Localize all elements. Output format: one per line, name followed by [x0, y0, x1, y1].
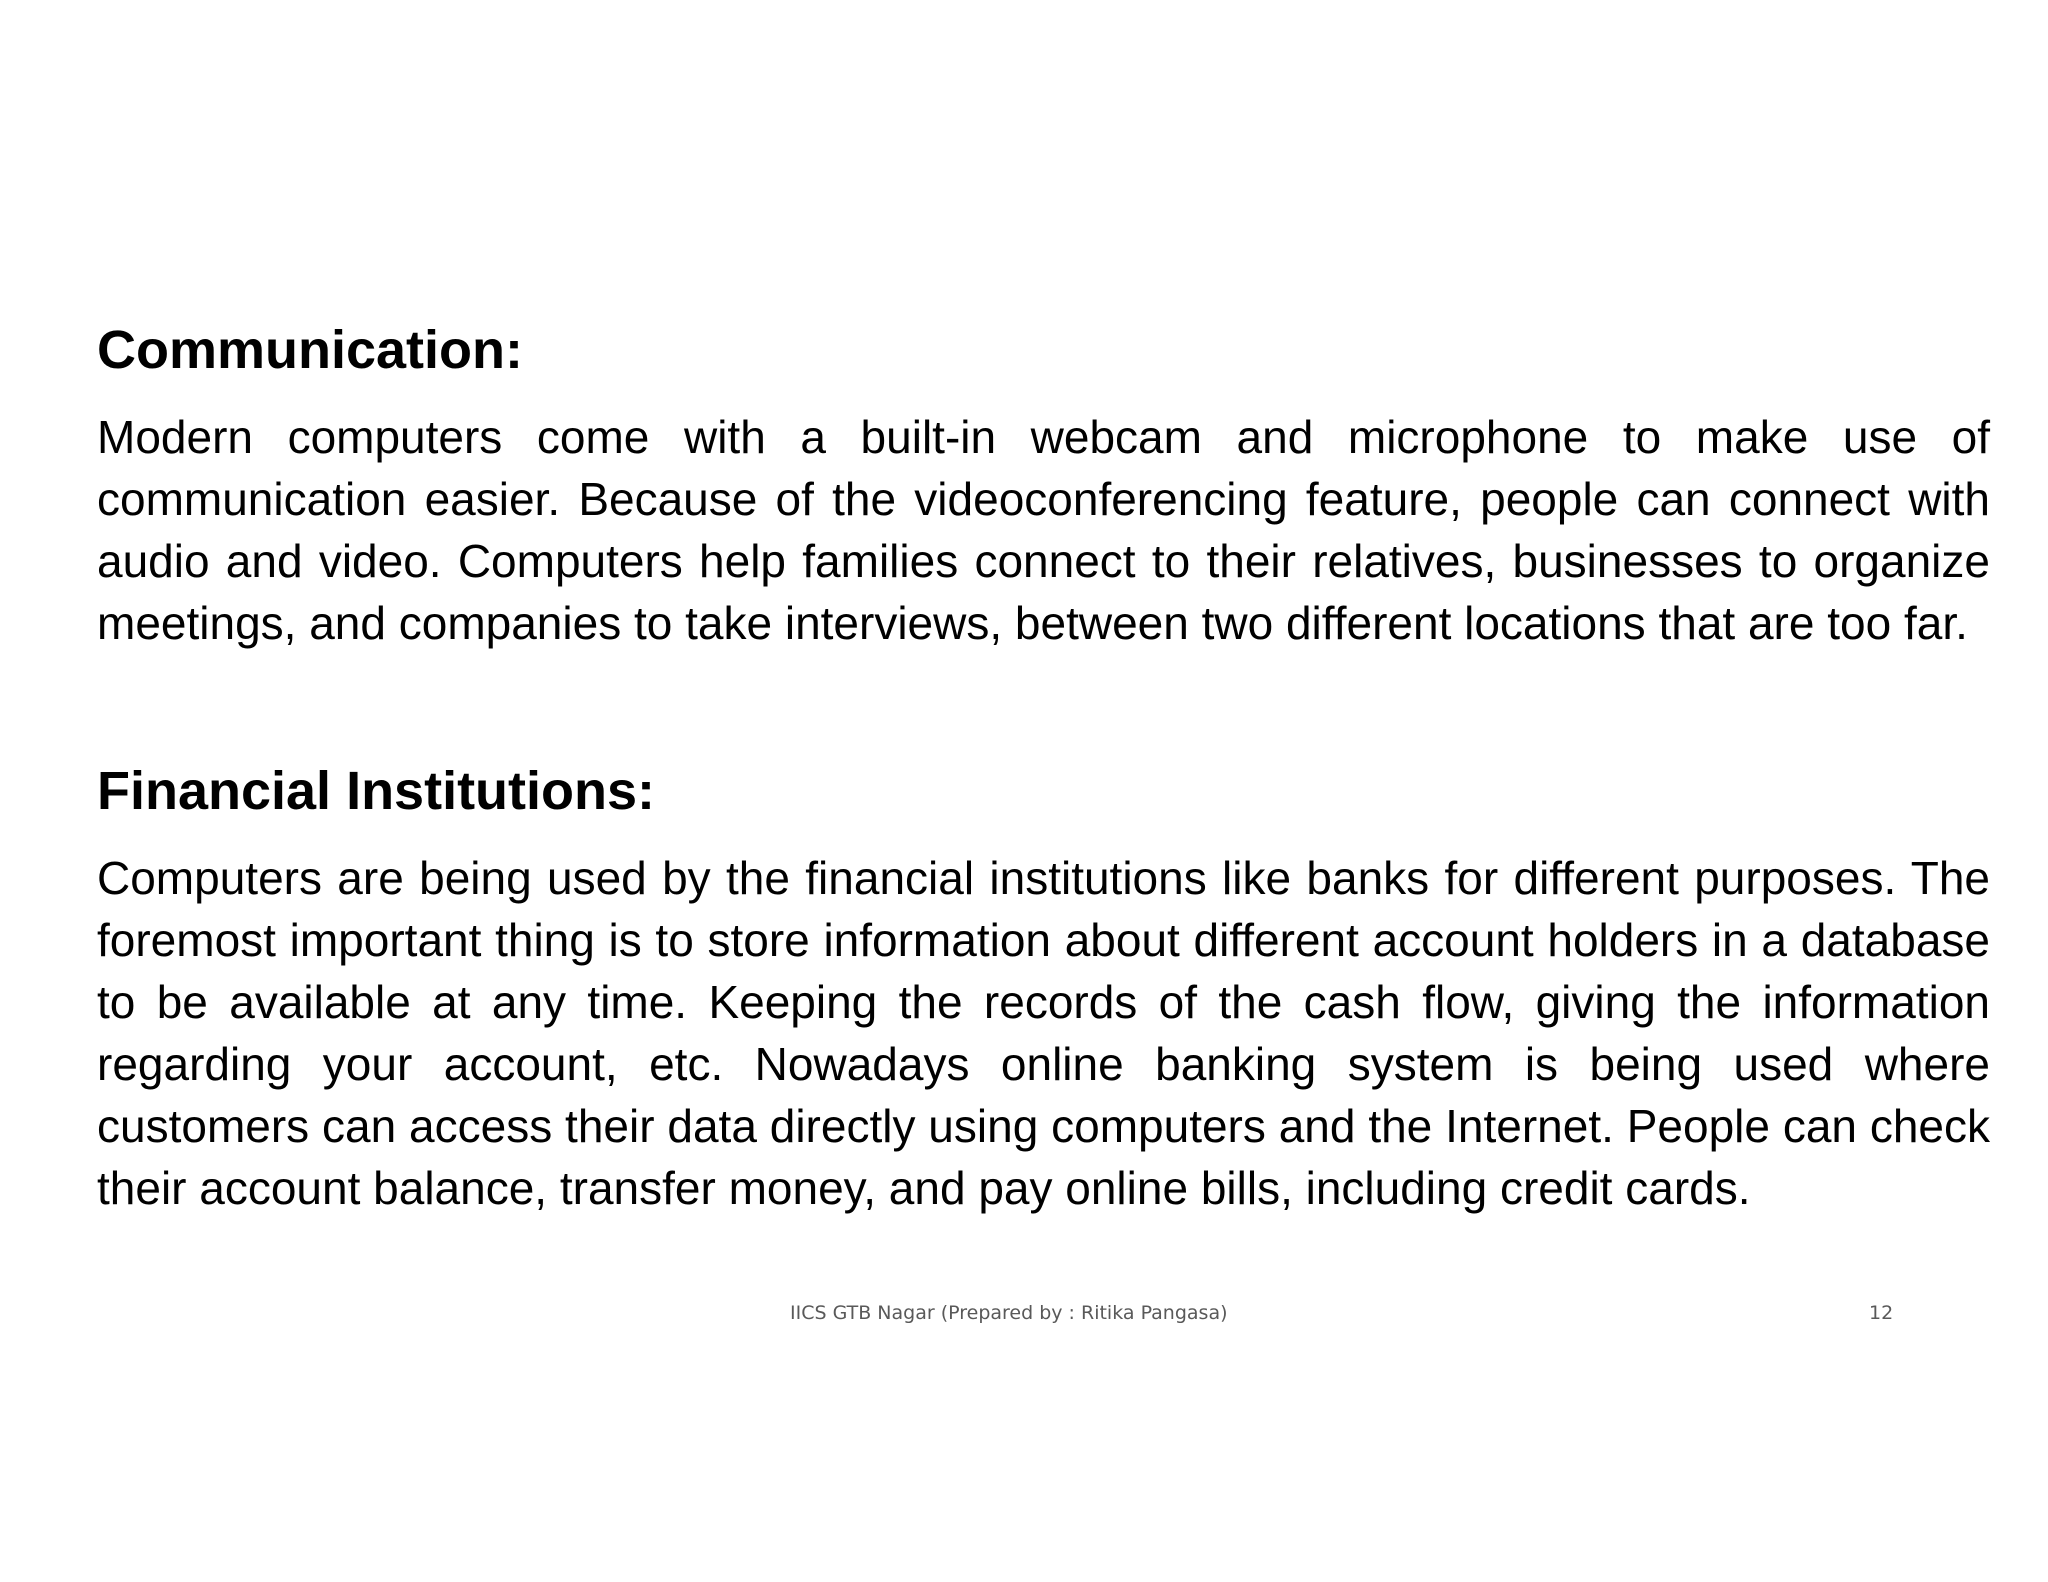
- section-heading-financial-institutions: Financial Institutions:: [97, 761, 656, 821]
- section-body-financial-institutions: Computers are being used by the financial institutions like banks for different purposes. The foremost important thing is to store information about different account holders in a database to be available at any time. Keeping the records of the cash flow, giving the information regarding your account, etc. Nowadays online banking system is being used where customers can access their data directly using computers and the Internet. People can check their account balance, transfer money, and pay online bills, including credit cards.: [97, 852, 1990, 1214]
- section-body-communication: Modern computers come with a built-in webcam and microphone to make use of communication easier. Because of the videoconferencing feature, people can connect with audio and video. Computers help families connect to their relatives, businesses to organize meetings, and companies to take interviews, between two different locations that are too far.: [97, 411, 1990, 649]
- section-heading-communication: Communication:: [97, 320, 523, 380]
- footer-credit: IICS GTB Nagar (Prepared by : Ritika Pangasa): [790, 1302, 1228, 1324]
- section-communication: [97, 318, 1990, 654]
- section-financial-institutions: [97, 759, 1990, 1219]
- page-number: 12: [1869, 1302, 1894, 1324]
